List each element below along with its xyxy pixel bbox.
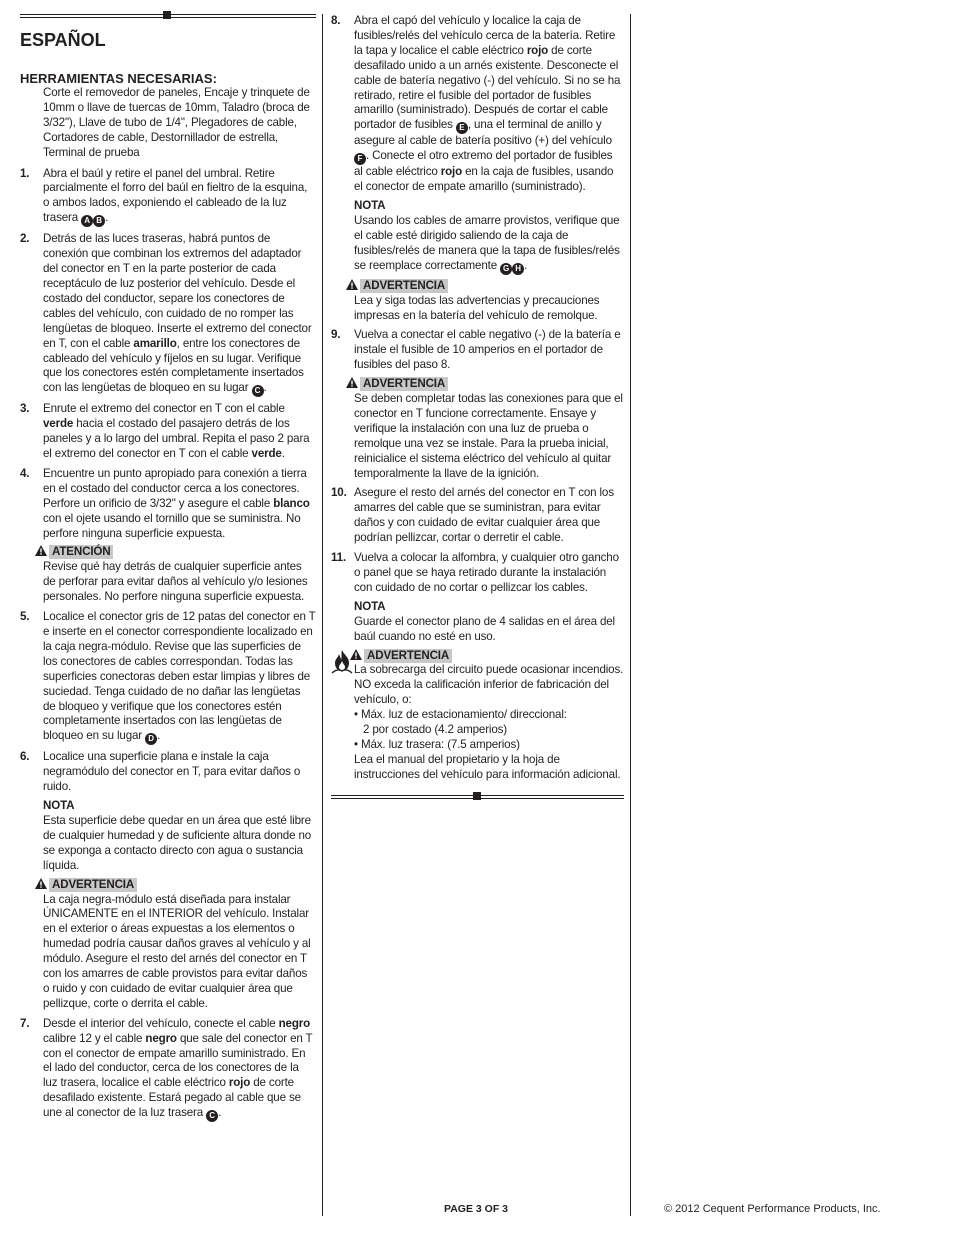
- warning-label: ADVERTENCIA: [346, 279, 624, 294]
- column-divider-left: [322, 14, 323, 1216]
- step-number: 11.: [331, 551, 347, 565]
- warning-triangle-icon: [35, 545, 47, 556]
- caution-text: Revise qué hay detrás de cualquier superficie antes de perforar para evitar daños al vehículo y/o lesiones personales. No perfore ninguna superficie expuesta.: [43, 560, 308, 604]
- step-4: 4. Encuentre un punto apropiado para conexión a tierra en el costado del conductor cerca a los conectores. Perfore un orificio de 3/32" y asegure el cable blanco con el ojete usando el tornillo que se suministra. No perfore ninguna superficie expuesta. ATENCIÓN Revise qué hay detrás de cualquier superficie antes de perforar para evitar daños al vehículo y/o lesiones personales. No perfore ninguna superficie expuesta.: [20, 467, 316, 605]
- fire-warning: [354, 649, 624, 783]
- note-label: NOTA: [43, 799, 75, 813]
- step-3: 3. Enrute el extremo del conector en T con el cable verde hacia el costado del pasajero detrás de los paneles y a lo largo del umbral. Repita el paso 2 para el extremo del conector en T con el cable verde.: [20, 402, 310, 461]
- note-text: Usando los cables de amarre provistos, verifique que el cable esté dirigido saliendo de la caja de fusibles/relés de manera que la tapa de fusibles/relés se reemplace correctamente G H .: [354, 213, 620, 273]
- left-column: [20, 14, 316, 1127]
- marker-e-icon: E: [456, 122, 468, 134]
- page-number: PAGE 3 OF 3: [444, 1203, 508, 1215]
- step-number: 8.: [331, 14, 341, 27]
- warning-triangle-icon: [346, 279, 358, 290]
- step-10: 10. Asegure el resto del arnés del conector en T con los amarres del cable que se suministran, para evitar daños y con cuidado de evitar cualquier área que podrían pellizcar, cortar o derretir el cable.: [331, 486, 614, 545]
- step-9: 9. Vuelva a conectar el cable negativo (-) de la batería e instale el fusible de 10 amperios en el portador de fusibles del paso 8. ADVERTENCIA Se deben completar todas las conexiones para que el conector en T funcione correctamente. Ensaye y verifique la instalación con una luz de prueba o remolque una vez se instale. Para la prueba inicial, reinicialice el sistema eléctrico del vehículo al quitar temporalmente la llave de la ignición.: [331, 328, 623, 480]
- step-6: 6. Localice una superficie plana e instale la caja negramódulo del conector en T, para evitar daños o ruido. NOTA Esta superficie debe quedar en un área que esté libre de cualquier humedad y de suficiente altura donde no se exponga a contacto directo con agua o sustancia líquida. ADVERTENCIA La caja negra-módulo está diseñada para instalar ÚNICAMENTE en el INTERIOR del vehículo. Instalar en el exterior o áreas expuestas a los elementos o humedad podría causar daños graves al vehículo y al módulo. Asegure el resto del arnés del conector en T con los amarres de cable provistos para evitar daños o ruido y con cuidado de evitar cualquier área que pellizque, corte o derrita el cable.: [20, 750, 316, 1011]
- step-number: 9.: [331, 328, 341, 342]
- step-number: 6.: [20, 750, 30, 764]
- note-label: NOTA: [354, 199, 386, 213]
- note-text: Guarde el conector plano de 4 salidas en el área del baúl cuando no esté en uso.: [354, 614, 615, 643]
- step-7: 7. Desde el interior del vehículo, conecte el cable negro calibre 12 y el cable negro que sale del conector en T con el conector de empate amarillo suministrado. En el lado del conductor, cerca de los conectores de la luz trasera, localice el cable eléctrico rojo de corte desafilado existente. Estará pegado al cable que se une al conector de la luz trasera C .: [20, 1016, 313, 1121]
- top-rule: [20, 14, 316, 20]
- step-1: 1. Abra el baúl y retire el panel del umbral. Retire parcialmente el forro del baúl en fieltro de la esquina, o ambos lados, exponiendo el cableado de la luz trasera A B .: [20, 166, 308, 226]
- step-number: 7.: [20, 1016, 30, 1030]
- note-label: NOTA: [354, 599, 386, 613]
- warning-label: ADVERTENCIA: [350, 649, 624, 664]
- warning-text: La caja negra-módulo está diseñada para instalar ÚNICAMENTE en el INTERIOR del vehículo. Instalar en el exterior o áreas expuestas a los elementos o humedad podría causar daños graves al vehículo y al módulo. Asegure el resto del arnés del conector en T con los amarres de cable provistos para evitar daños o ruido y con cuidado de evitar cualquier área que pellizque, corte o derrita el cable.: [43, 892, 311, 1010]
- step-11: 11. Vuelva a colocar la alfombra, y cualquier otro gancho o panel que se haya retirado durante la instalación con cuidado de no cortar o pellizcar los cables. NOTA Guarde el conector plano de 4 salidas en el área del baúl cuando no esté en uso. ADVERTENCIA La sobrecarga del circuito puede ocasionar incendios. NO exceda la calificación inferior de fabricación del vehículo, o: • Máx. luz de estacionamiento/ direccional: 2 por costado (4.2 amperios) • Máx. luz trasera: (7.5 amperios) Lea el manual del propietario y la hoja de instrucciones del vehículo para información adicional.: [331, 551, 624, 781]
- warning-text: Lea y siga todas las advertencias y precauciones impresas en la batería del vehículo de remolque.: [354, 293, 600, 322]
- tools-heading: HERRAMIENTAS NECESARIAS:: [20, 71, 217, 86]
- marker-c-icon: C: [252, 385, 264, 397]
- tools-list: Corte el removedor de paneles, Encaje y trinquete de 10mm o llave de tuercas de 10mm, Taladro (broca de 3/32"), Llave de tubo de 1/4", Plegadores de cable, Cortadores de cable, Destornillador de estrella, Terminal de prueba: [43, 86, 310, 159]
- step-8: 8. Abra el capó del vehículo y localice la caja de fusibles/relés del vehículo cerca de la batería. Retire la tapa y localice el cable eléctrico rojo de corte desafilado unido a un arnés existente. Desconecte el cable de batería negativo (-) del vehículo. Si no se ha retirado, retire el fusible del portador de fusibles amarillo (suministrado). Después de cortar el cable portador de fusibles E , una el terminal de anillo y asegure al cable de batería positivo (+) del vehículo F . Conecte el otro extremo del portador de fusibles al cable eléctrico rojo en la caja de fusibles, usando el conector de empate amarillo (suministrado). NOTA Usando los cables de amarre provistos, verifique que el cable esté dirigido saliendo de la caja de fusibles/relés de manera que la tapa de fusibles/relés se reemplace correctamente G H . ADVERTENCIA Lea y siga todas las advertencias y precauciones impresas en la batería del vehículo de remolque.: [331, 14, 624, 323]
- warning-triangle-icon: [346, 377, 358, 388]
- step-number: 10.: [331, 486, 347, 500]
- warning-text: La sobrecarga del circuito puede ocasionar incendios. NO exceda la calificación inferior de fabricación del vehículo, o:: [354, 663, 624, 707]
- marker-g-icon: G: [500, 263, 512, 275]
- step-number: 2.: [20, 232, 30, 246]
- warning-end-text: Lea el manual del propietario y la hoja de instrucciones del vehículo para información adicional.: [354, 752, 621, 781]
- page-title: ESPAÑOL: [20, 30, 106, 50]
- marker-c-icon: C: [206, 1110, 218, 1122]
- step-number: 1.: [20, 166, 30, 180]
- step-number: 4.: [20, 466, 30, 480]
- bullet-tail-light: • Máx. luz trasera: (7.5 amperios): [354, 737, 520, 751]
- step-number: 3.: [20, 402, 30, 416]
- copyright: © 2012 Cequent Performance Products, Inc.: [664, 1203, 881, 1215]
- caution-label: ATENCIÓN: [35, 545, 316, 560]
- step-5: 5. Localice el conector gris de 12 patas del conector en T e inserte en el conector correspondiente localizado en la caja negra-módulo. Revise que las superficies de los conectores de cables correspondan. Todas las superficies conectoras deben estar limpias y libres de suciedad. Tenga cuidado de no dañar las lengüetas de bloqueo y verifique que los conectores estén completamente insertados con las lengüetas de bloqueo en su lugar D .: [20, 610, 316, 744]
- note-text: Esta superficie debe quedar en un área que esté libre de cualquier humedad y de suficiente altura donde no se exponga a contacto directo con agua o sustancia líquida.: [43, 813, 312, 872]
- step-2: 2. Detrás de las luces traseras, habrá puntos de conexión que combinan los extremos del adaptador del conector en T en la parte posterior de cada receptáculo de luz posterior del vehículo. Desde el costado del conductor, separe los conectores de cables del vehículo, con cuidado de no romper las lengüetas de bloqueo. Inserte el extremo del conector en T, con el cable amarillo, entre los conectores de cableado del vehículo y fíjelos en su lugar. Verifique que los conectores estén completamente insertados con las lengüetas de bloqueo en su lugar C .: [20, 232, 312, 396]
- column-divider-right: [630, 14, 631, 1216]
- marker-f-icon: F: [354, 153, 366, 165]
- marker-h-icon: H: [512, 263, 524, 275]
- bullet-parking-light: • Máx. luz de estacionamiento/ direccional:: [354, 708, 567, 722]
- warning-label: ADVERTENCIA: [346, 377, 624, 392]
- marker-b-icon: B: [93, 215, 105, 227]
- marker-a-icon: A: [81, 215, 93, 227]
- step-number: 5.: [20, 610, 30, 624]
- bottom-rule: [331, 795, 624, 801]
- bullet-parking-light-detail: 2 por costado (4.2 amperios): [363, 723, 508, 737]
- fire-hazard-icon: [331, 649, 353, 675]
- warning-text: Se deben completar todas las conexiones para que el conector en T funcione correctamente. Ensaye y verifique la instalación con una luz de prueba o remolque una vez se instale. Para la prueba inicial, reinicialice el sistema eléctrico del vehículo al quitar temporalmente la llave de la ignición.: [354, 392, 623, 480]
- warning-triangle-icon: [35, 878, 47, 889]
- warning-label: ADVERTENCIA: [35, 878, 316, 893]
- marker-d-icon: D: [145, 733, 157, 745]
- right-column: [331, 14, 624, 805]
